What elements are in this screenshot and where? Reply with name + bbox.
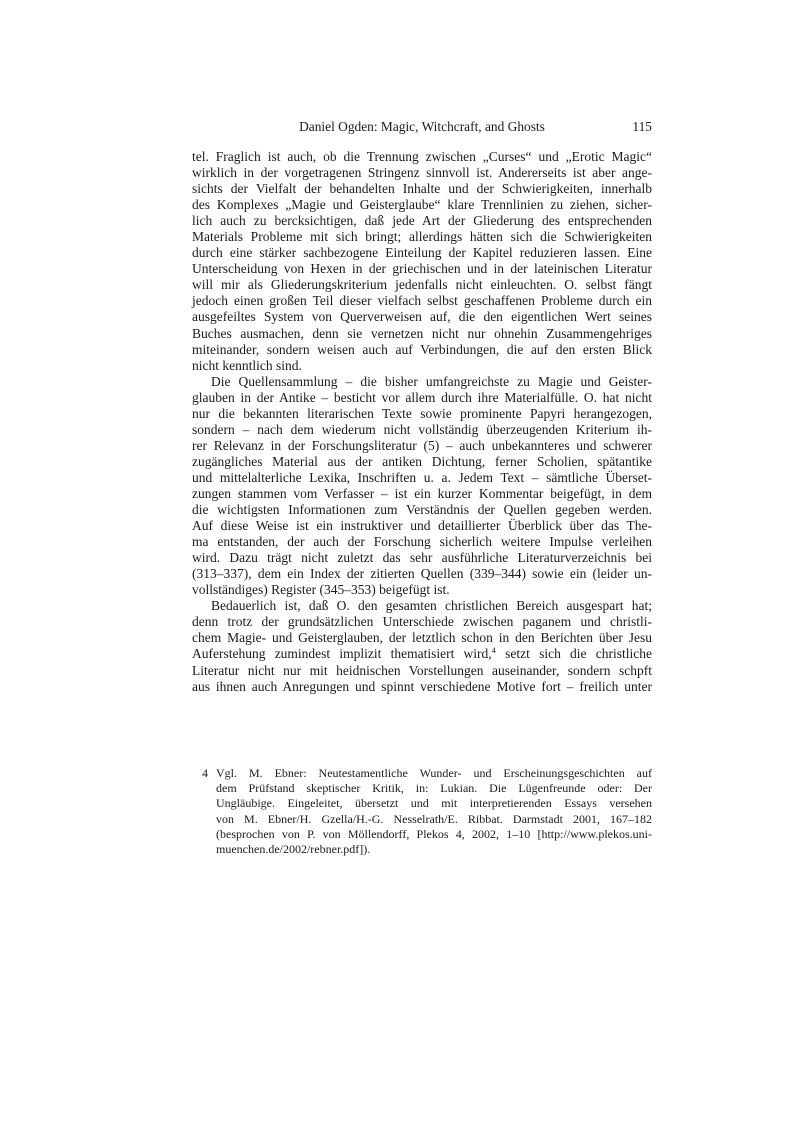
text-line: zungen stammen vom Verfasser – ist ein kurzer Kommentar beigefügt, in dem [192,485,652,501]
paragraph-1 [192,149,652,374]
text-line: glauben in der Antike – besticht vor allem durch ihre Materialfülle. O. hat nicht [192,389,652,405]
body-text [192,149,652,695]
text-line: Unterscheidung von Hexen in der griechischen und in der lateinischen Literatur [192,261,652,277]
text-line: sichts der Vielfalt der behandelten Inhalte und der Schwierigkeiten, innerhalb [192,181,652,197]
page-number: 115 [632,119,652,134]
text-line: zugängliches Material aus der antiken Dichtung, ferner Scholien, spätantike [192,453,652,469]
text-line: miteinander, sondern weisen auch auf Verbindungen, die auf den ersten Blick [192,341,652,357]
text-line: Bedauerlich ist, daß O. den gesamten christlichen Bereich ausgespart hat; [211,598,652,614]
text-line: rer Relevanz in der Forschungsliteratur (5) – auch unbekannteres und schwerer [192,437,652,453]
footnote-number: 4 [202,766,208,780]
footnote-line: Ungläubige. Eingeleitet, übersetzt und mit interpretierenden Essays versehen [216,796,652,811]
text-line: Die Quellensammlung – die bisher umfangreichste zu Magie und Geister- [211,373,652,389]
text-line: Materials Probleme mit sich bringt; allerdings hätten sich die Schwierigkeiten [192,229,652,245]
text-line: Literatur nicht nur mit heidnischen Vorstellungen auseinander, sondern schpft [192,662,652,678]
text-line: aus ihnen auch Anregungen und spinnt verschiedene Motive fort – freilich unter [192,678,652,694]
text-line: nicht kenntlich sind. [192,357,302,373]
text-line: durch eine stärker sachbezogene Einteilung der Kapitel reduzieren lassen. Eine [192,245,652,261]
text-line: will mir als Gliederungskriterium jedenfalls nicht einleuchten. O. selbst fängt [192,277,652,293]
running-head [192,119,652,135]
text-line: tel. Fraglich ist auch, ob die Trennung zwischen „Curses“ und „Erotic Magic“ [192,149,652,164]
text-line: jedoch einen großen Teil dieser vielfach selbst geschaffenen Probleme durch ein [192,293,652,309]
footnote-line: von M. Ebner/H. Gzella/H.-G. Nesselrath/E. Ribbat. Darmstadt 2001, 167–182 [216,811,652,826]
text-line: chem Magie- und Geisterglauben, der letztlich schon in den Berichten über Jesu [192,630,652,646]
text-line: und mittelalterliche Lexika, Inschriften u. a. Jedem Text – sämtliche Überset- [192,469,652,485]
text-line: ausgefeiltes System von Querverweisen auf, die den eigentlichen Wert seines [192,309,652,325]
footnote-line: Vgl. M. Ebner: Neutestamentliche Wunder- und Erscheinungsgeschichten auf [216,766,652,780]
text-line: Auf diese Weise ist ein instruktiver und detaillierter Überblick über das The- [192,518,652,534]
text-line: lich auch zu bercksichtigen, daß jede Art der Gliederung des entsprechenden [192,213,652,229]
paragraph-2 [192,374,652,599]
footnote-4 [192,766,652,857]
text-line: wirklich in der vorgetragenen Stringenz sinnvoll ist. Andererseits ist aber ange- [192,165,652,181]
text-line: Buches ausmachen, denn sie vernetzen nicht nur ohnehin Zusammengehriges [192,325,652,341]
footnote-line: muenchen.de/2002/rebner.pdf]). [216,841,371,856]
text-line: wird. Dazu trägt nicht zuletzt das sehr ausführliche Literaturverzeichnis bei [192,550,652,566]
running-head-title: Daniel Ogden: Magic, Witchcraft, and Ghosts [299,119,545,134]
text-line: nur die bekannten literarischen Texte sowie prominente Papyri herangezogen, [192,405,652,421]
footnote-line: (besprochen von P. von Möllendorff, Plekos 4, 2002, 1–10 [http://www.plekos.uni- [216,826,652,841]
text-line: die wichtigsten Informationen zum Verständnis der Quellen gegeben werden. [192,502,652,518]
footnotes [192,766,652,857]
text-line: vollständiges) Register (345–353) beigefügt ist. [192,582,450,598]
text-line: sondern – nach dem wiederum nicht vollständig überzeugenden Kriterium ih- [192,421,652,437]
text-line: denn trotz der grundsätzlichen Unterschiede zwischen paganem und christli- [192,614,652,630]
footnote-reference[interactable]: 4 [491,645,496,656]
text-line: (313–337), dem ein Index der zitierten Quellen (339–344) sowie ein (leider un- [192,566,652,582]
paragraph-3 [192,598,652,694]
footnote-line: dem Prüfstand skeptischer Kritik, in: Lukian. Die Lügenfreunde oder: Der [216,781,652,796]
text-line: des Komplexes „Magie und Geisterglaube“ klare Trennlinien zu ziehen, sicher- [192,197,652,213]
text-line: ma entstanden, der auch der Forschung sicherlich weitere Impulse verleihen [192,534,652,550]
text-line-with-footnote-ref: Auferstehung zumindest implizit thematisiert wird,$^4$ setzt sich die christliche [192,645,652,662]
